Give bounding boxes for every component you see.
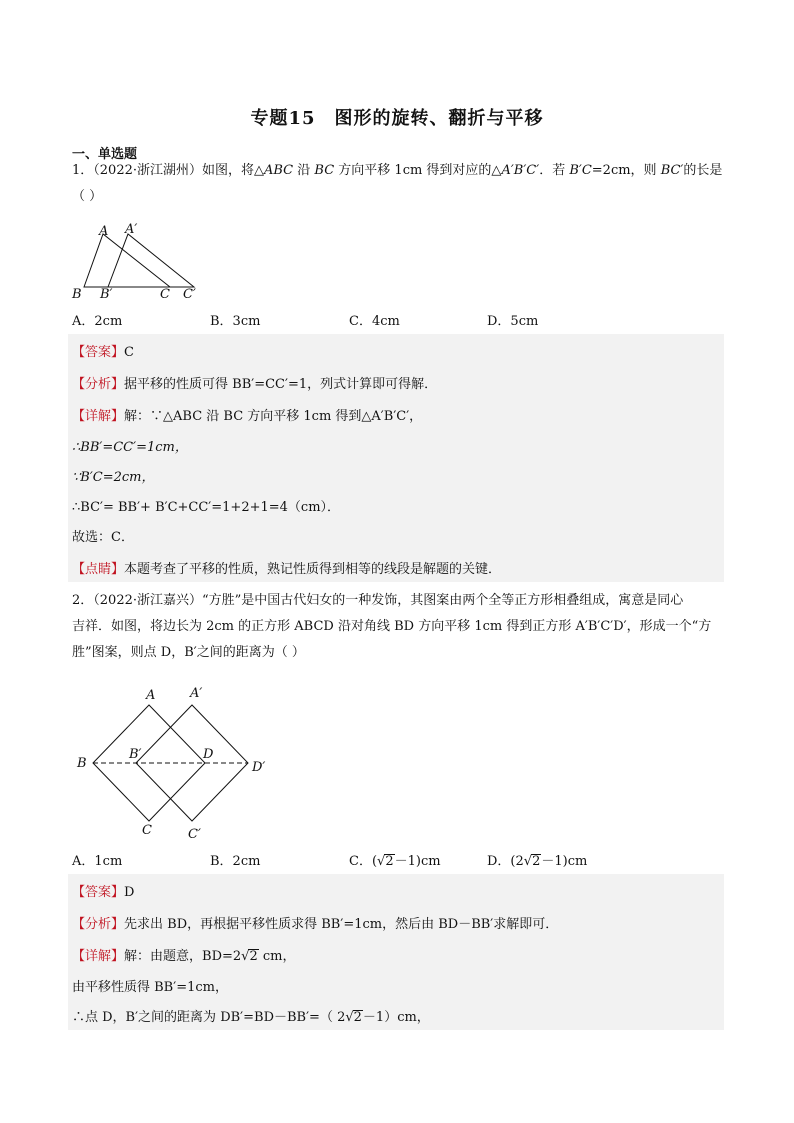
question-1-text: 1．（2022·浙江湖州）如图，将△ABC 沿 BC 方向平移 1cm 得到对应的△A′B′C′．若 B′C=2cm，则 BC′的长是 （ ） bbox=[72, 163, 723, 204]
label-A: A bbox=[99, 224, 109, 239]
option-a: A．1cm bbox=[72, 854, 123, 869]
label-B: B bbox=[77, 756, 87, 771]
option-c: C．(√2－1)cm bbox=[349, 854, 441, 869]
comment-line: 【点睛】本题考查了平移的性质，熟记性质得到相等的线段是解题的关键． bbox=[72, 562, 502, 577]
detail-line-2: ∴BB′=CC′=1cm， bbox=[72, 440, 188, 455]
detail-line-1: 【详解】解：∵△ABC 沿 BC 方向平移 1cm 得到△A′B′C′， bbox=[72, 409, 423, 424]
option-d: D．(2√2－1)cm bbox=[487, 854, 588, 869]
question-2-line-1: 2．（2022·浙江嘉兴）“方胜”是中国古代妇女的一种发饰，其图案由两个全等正方形相叠组成，寓意是同心 bbox=[72, 593, 684, 608]
option-b: B．3cm bbox=[210, 314, 261, 329]
label-A-prime: A′ bbox=[190, 686, 203, 701]
option-b: B．2cm bbox=[210, 854, 261, 869]
triangle-abc bbox=[84, 234, 170, 287]
question-1-figure bbox=[70, 218, 210, 304]
option-d: D．5cm bbox=[487, 314, 539, 329]
label-C-prime: C′ bbox=[183, 287, 196, 302]
label-B-prime: B′ bbox=[100, 287, 113, 302]
page-title: 专题15 图形的旋转、翻折与平移 bbox=[250, 108, 544, 129]
label-D-prime: D′ bbox=[252, 760, 266, 775]
section-heading: 一、单选题 bbox=[72, 147, 138, 162]
question-2-solution bbox=[68, 874, 724, 1030]
question-2-options bbox=[72, 850, 724, 870]
question-2-line-3: 胜”图案，则点 D，B′之间的距离为（ ） bbox=[72, 645, 305, 660]
question-2-text bbox=[72, 588, 724, 666]
label-B-prime: B′ bbox=[129, 747, 142, 762]
question-1-options bbox=[72, 310, 724, 330]
analysis-line: 【分析】先求出 BD，再根据平移性质求得 BB′=1cm，然后由 BD－BB′求解即可． bbox=[72, 917, 559, 932]
label-B: B bbox=[72, 287, 82, 302]
question-2-line-2: 吉祥．如图，将边长为 2cm 的正方形 ABCD 沿对角线 BD 方向平移 1cm 得到正方形 A′B′C′D′，形成一个“方 bbox=[72, 619, 712, 634]
label-C-prime: C′ bbox=[188, 827, 201, 842]
detail-line-3: ∴点 D，B′之间的距离为 DB′=BD－BB′=（ 2√2－1）cm， bbox=[72, 1010, 430, 1025]
label-D: D bbox=[203, 747, 214, 762]
answer-line: 【答案】C bbox=[72, 345, 134, 360]
option-a: A．2cm bbox=[72, 314, 123, 329]
detail-line-2: 由平移性质得 BB′=1cm， bbox=[72, 980, 228, 995]
label-C: C bbox=[142, 823, 152, 838]
detail-line-1: 【详解】解：由题意，BD=2√2 cm， bbox=[72, 949, 296, 964]
triangle-a-prime bbox=[108, 234, 194, 287]
label-A: A bbox=[146, 688, 156, 703]
label-A-prime: A′ bbox=[125, 222, 138, 237]
detail-line-5: 故选：C． bbox=[72, 530, 134, 545]
question-1-solution bbox=[68, 334, 724, 582]
detail-line-4: ∴BC′= BB′+ B′C+CC′=1+2+1=4（cm）． bbox=[72, 500, 341, 515]
detail-line-3: ∵B′C=2cm， bbox=[72, 470, 155, 485]
question-2-figure bbox=[72, 682, 282, 844]
option-c: C．4cm bbox=[349, 314, 400, 329]
label-C: C bbox=[160, 287, 170, 302]
analysis-line: 【分析】据平移的性质可得 BB′=CC′=1，列式计算即可得解． bbox=[72, 377, 438, 392]
answer-line: 【答案】D bbox=[72, 885, 135, 900]
